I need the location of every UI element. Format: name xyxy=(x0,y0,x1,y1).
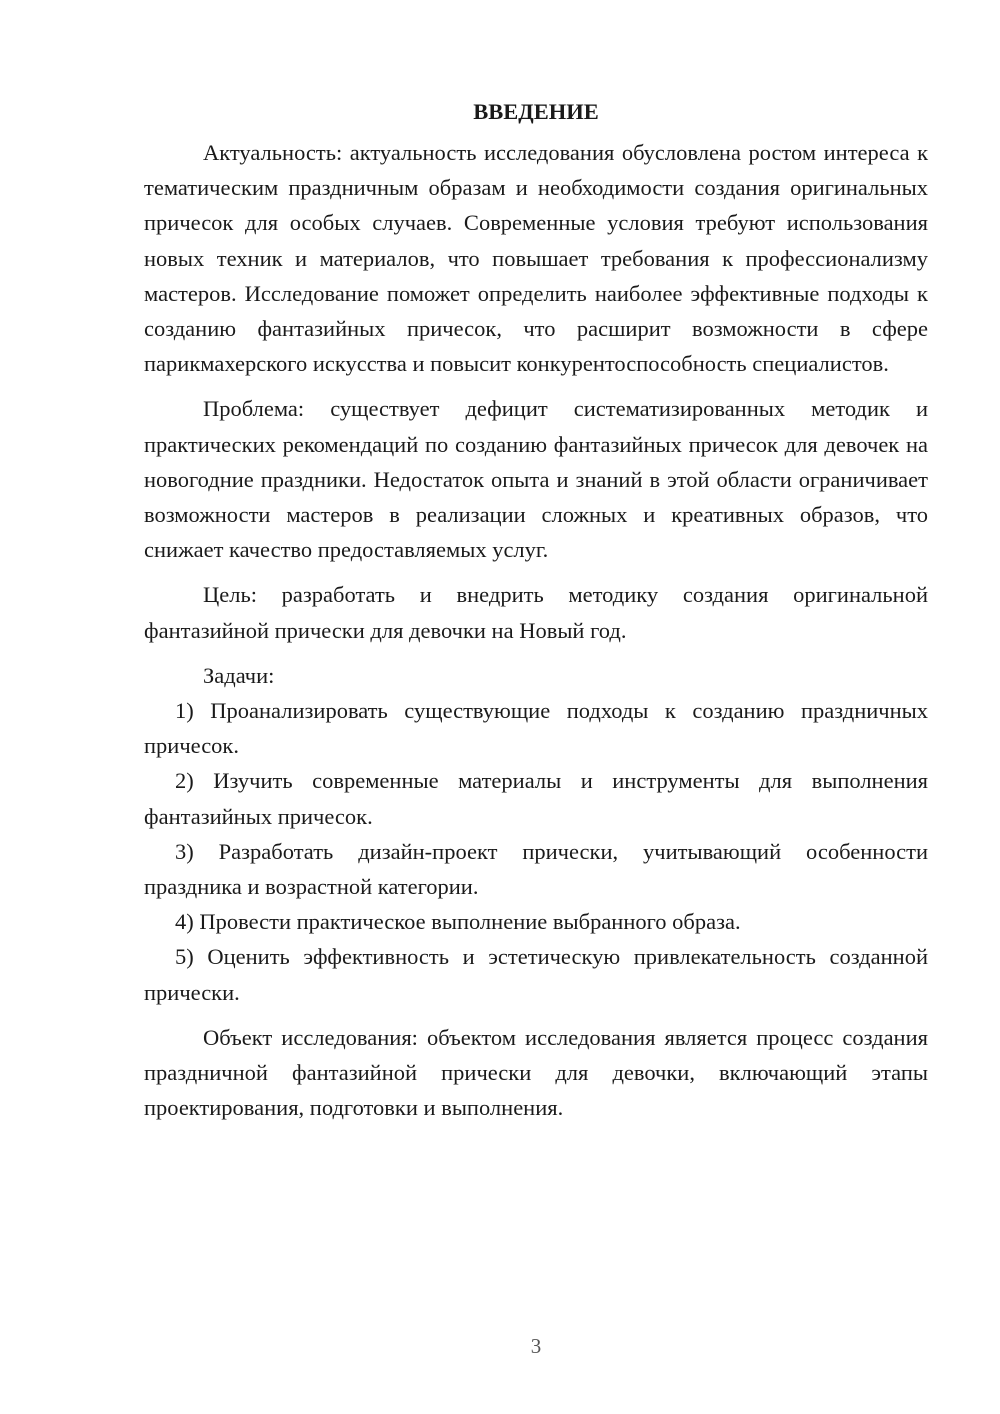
task-item-1: 1) Проанализировать существующие подходы к созданию праздничных причесок. xyxy=(144,698,928,759)
tasks-label: Задачи: xyxy=(203,662,275,688)
object-paragraph: Объект исследования: объектом исследования является процесс создания праздничной фантазийной прически для девочки, включающий этапы проектирования, подготовки и выполнения. xyxy=(144,1024,928,1121)
section-heading: ВВЕДЕНИЕ xyxy=(473,99,599,124)
task-item-5: 5) Оценить эффективность и эстетическую привлекательность созданной прически. xyxy=(144,944,928,1005)
task-item-4: 4) Провести практическое выполнение выбранного образа. xyxy=(175,909,741,935)
task-item-3: 3) Разработать дизайн-проект прически, учитывающий особенности праздника и возрастной категории. xyxy=(144,838,928,900)
task-item-2: 2) Изучить современные материалы и инструменты для выполнения фантазийных причесок. xyxy=(144,768,928,829)
goal-paragraph: Цель: разработать и внедрить методику создания оригинальной фантазийной прически для девочки на Новый год. xyxy=(144,582,928,643)
page-content xyxy=(144,97,928,1125)
page-number: 3 xyxy=(530,1334,542,1358)
problem-paragraph: Проблема: существует дефицит систематизированных методик и практических рекомендаций по созданию фантазийных причесок для девочек на новогодние праздники. Недостаток опыта и знаний в этой области ограничивает возможности мастеров в реализации сложных и креативных образов, что снижает качество предоставляемых услуг. xyxy=(144,396,928,563)
relevance-paragraph: Актуальность: актуальность исследования обусловлена ростом интереса к тематическим праздничным образам и необходимости создания оригинальных причесок для особых случаев. Современные условия требуют использования новых техник и материалов, что повышает требования к профессионализму мастеров. Исследование поможет определить наиболее эффективные подходы к созданию фантазийных причесок, что расширит возможности в сфере парикмахерского искусства и повысит конкурентоспособность специалистов. xyxy=(144,140,928,377)
